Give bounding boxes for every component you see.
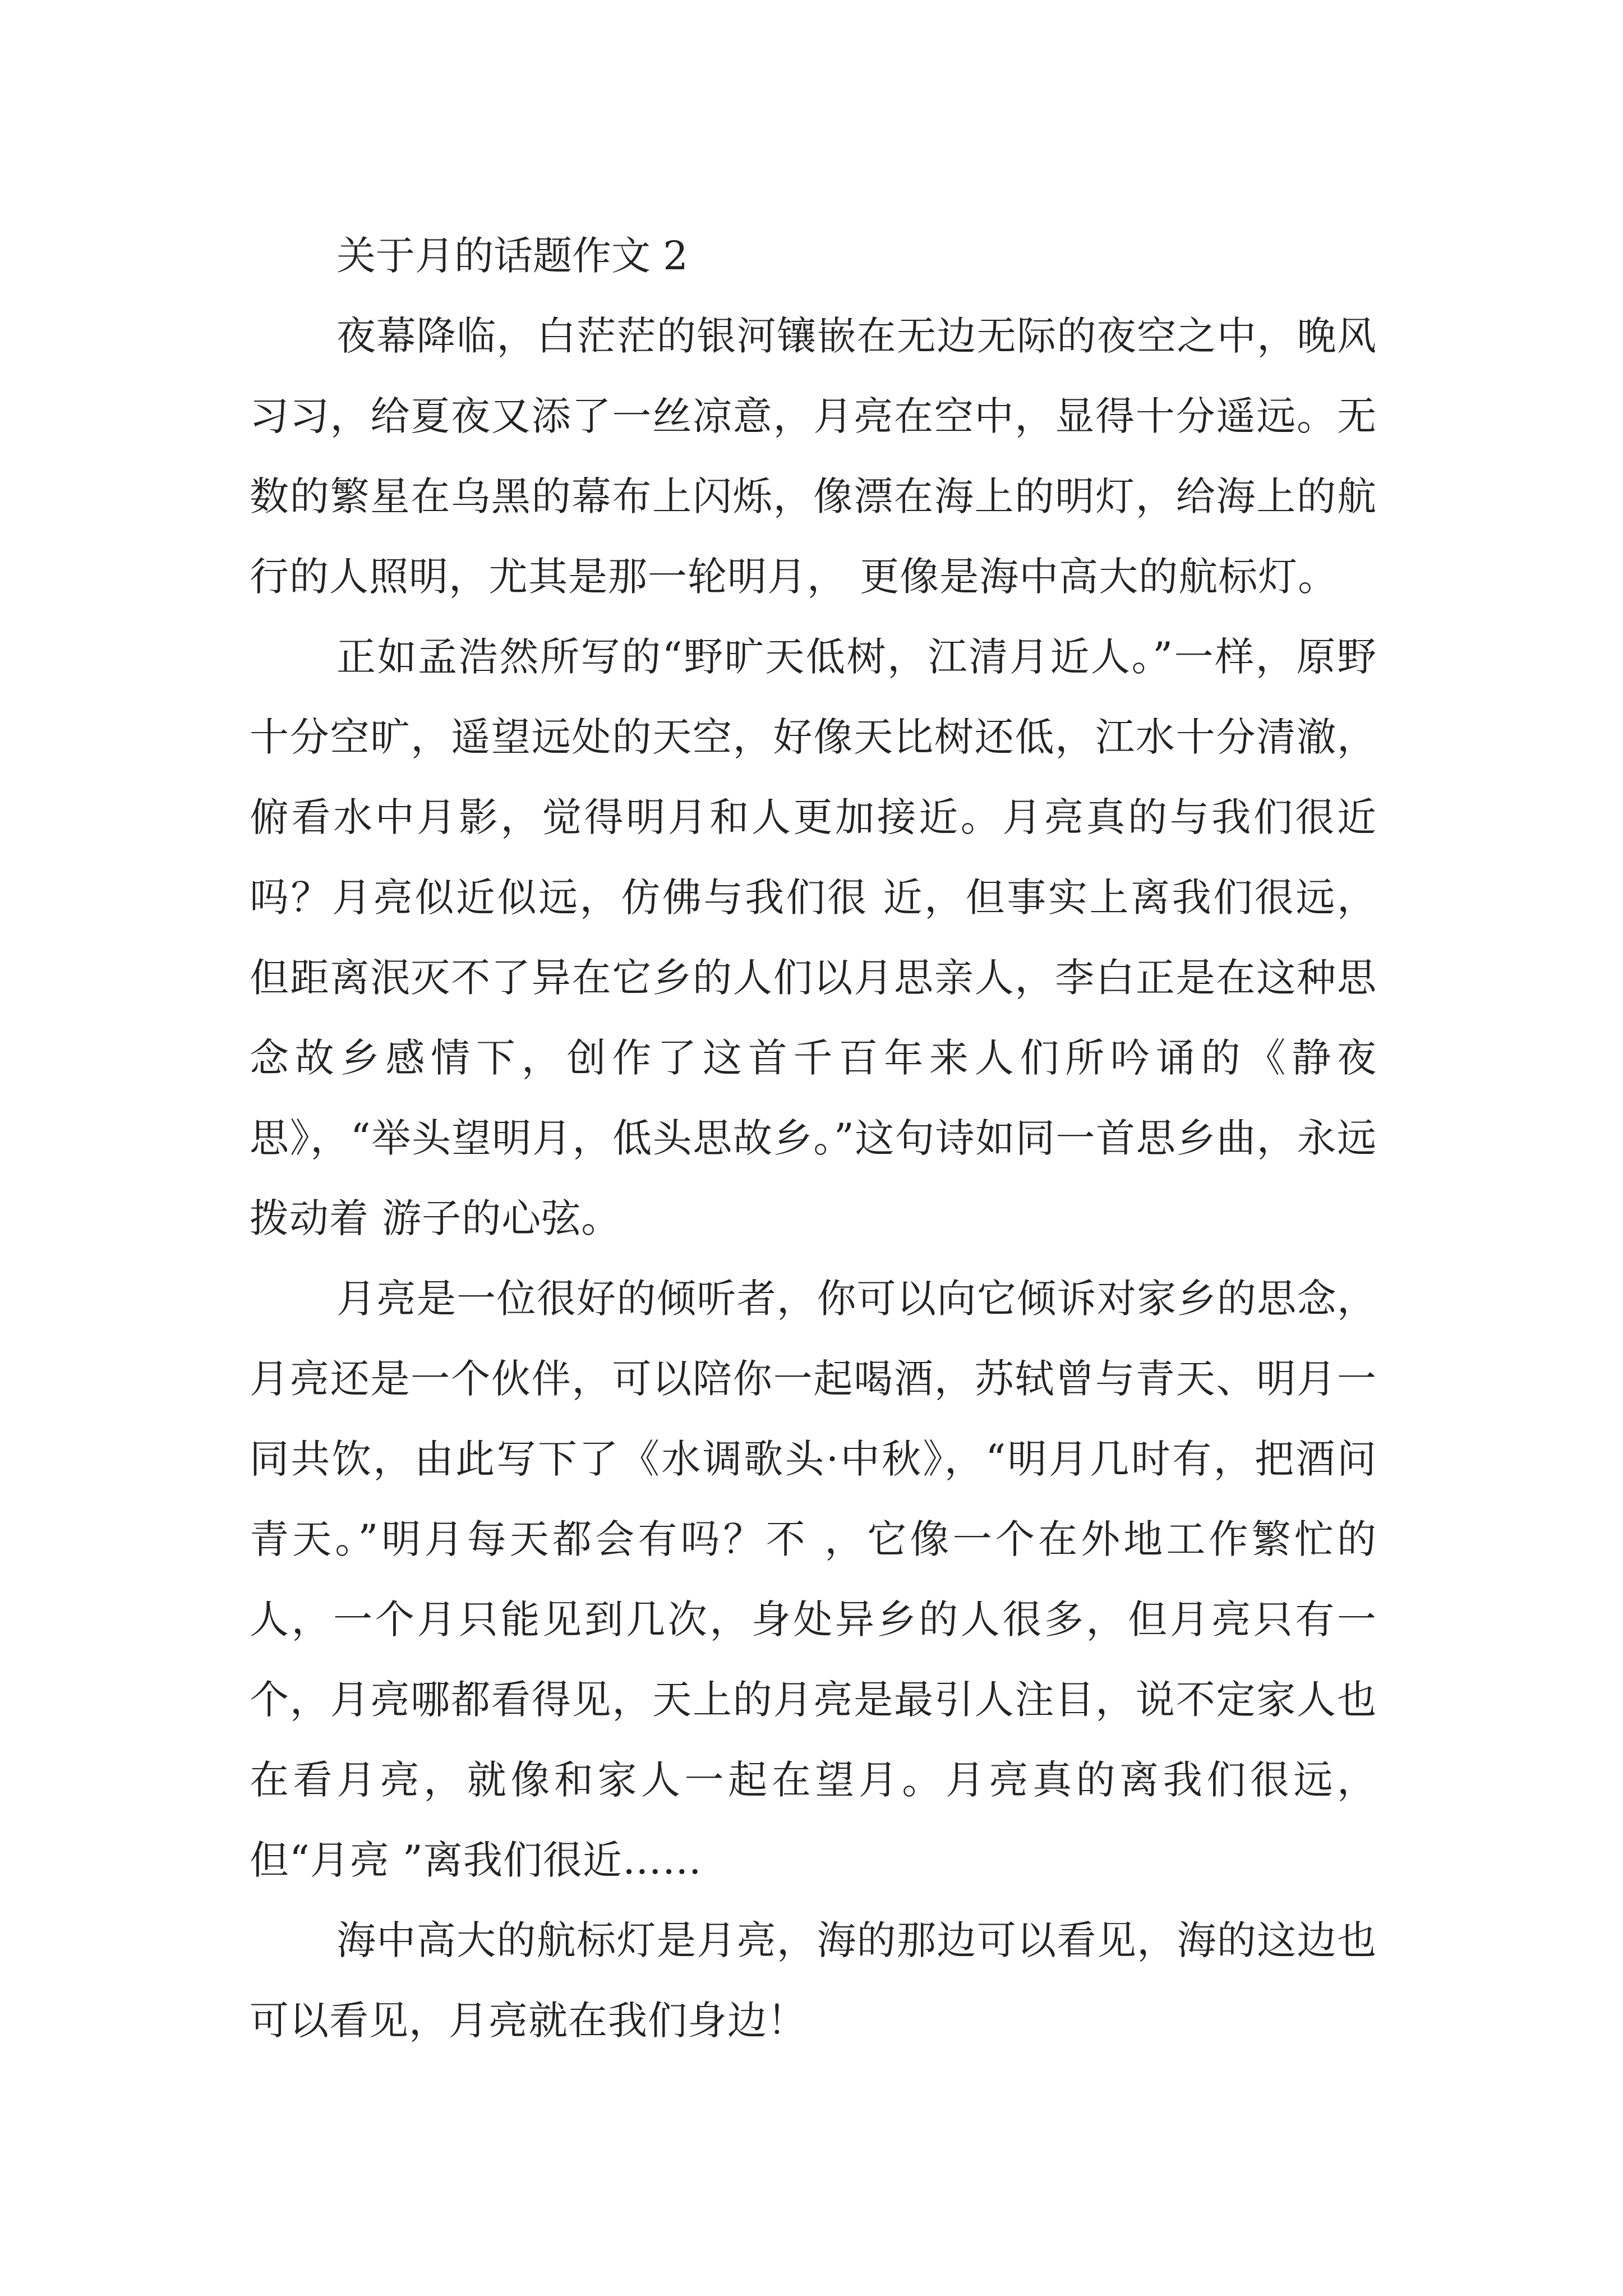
document-title: 关于月的话题作文 2 — [336, 233, 688, 279]
paragraph-2: 正如孟浩然所写的“野旷天低树，江清月近人。”一样，原野十分空旷，遥望远处的天空，好像天比树还低，江水十分清澈，俯看水中月影，觉得明月和人更加接近。月亮真的与我们很近吗？月亮似近似远，仿佛与我们很 近，但事实上离我们很远，但距离泯灭不了异在它乡的人们以月思亲人，李白正是在这种思念故乡感情下，创作了这首千百年来人们所吟诵的《静夜思》，“举头望明月，低头思故乡。”这句诗如同一首思乡曲，永远拨动着 游子的心弦。 — [250, 634, 1377, 1241]
paragraph-3: 月亮是一位很好的倾听者，你可以向它倾诉对家乡的思念，月亮还是一个伙伴，可以陪你一起喝酒，苏轼曾与青天、明月一同共饮，由此写下了《水调歌头·中秋》，“明月几时有，把酒问青天。”明月每天都会有吗？不 ，它像一个在外地工作繁忙的人，一个月只能见到几次，身处异乡的人很多，但月亮只有一个，月亮哪都看得见，天上的月亮是最引人注目，说不定家人也在看月亮，就像和家人一起在望月。月亮真的离我们很远，但“月亮 ”离我们很近…… — [250, 1276, 1377, 1883]
paragraph-1: 夜幕降临，白茫茫的银河镶嵌在无边无际的夜空之中，晚风习习，给夏夜又添了一丝凉意，月亮在空中，显得十分遥远。无数的繁星在乌黑的幕布上闪烁，像漂在海上的明灯，给海上的航行的人照明，尤其是那一轮明月， 更像是海中高大的航标灯。 — [250, 313, 1377, 600]
document-body — [250, 216, 1377, 2061]
paragraph-4: 海中高大的航标灯是月亮，海的那边可以看见，海的这边也可以看见，月亮就在我们身边！ — [250, 1917, 1377, 2044]
